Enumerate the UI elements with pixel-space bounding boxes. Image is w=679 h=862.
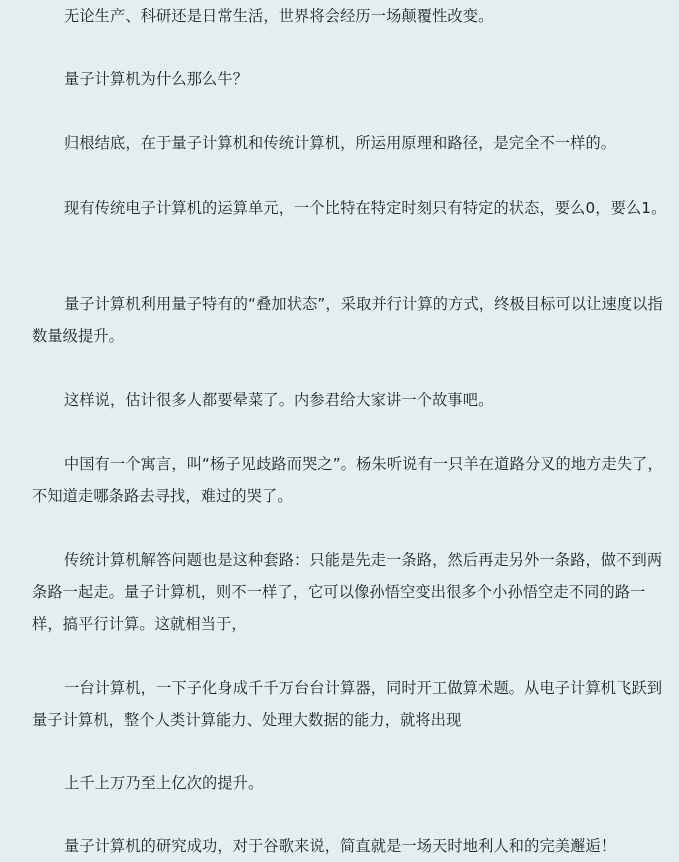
paragraph-3: 归根结底，在于量子计算机和传统计算机，所运用原理和路径，是完全不一样的。 (64, 134, 617, 152)
paragraph-5: 量子计算机利用量子特有的“叠加状态”，采取并行计算的方式，终极目标可以让速度以指数量级提升。 (32, 295, 663, 345)
paragraph-6: 这样说，估计很多人都要晕菜了。内参君给大家讲一个故事吧。 (64, 391, 494, 409)
paragraph-11: 量子计算机的研究成功，对于谷歌来说，简直就是一场天时地利人和的完美邂逅！ (64, 837, 617, 855)
paragraph-8: 传统计算机解答问题也是这种套路：只能是先走一条路，然后再走另外一条路，做不到两条路一起走。量子计算机，则不一样了，它可以像孙悟空变出很多个小孙悟空走不同的路一样，搞平行计算。这就相当于， (32, 551, 663, 633)
paragraph-1: 无论生产、科研还是日常生活，世界将会经历一场颠覆性改变。 (64, 7, 494, 25)
paragraph-9: 一台计算机，一下子化身成千千万台台计算器，同时开工做算术题。从电子计算机飞跃到量子计算机，整个人类计算能力、处理大数据的能力，就将出现 (32, 679, 663, 729)
paragraph-7: 中国有一个寓言，叫“杨子见歧路而哭之”。杨朱听说有一只羊在道路分叉的地方走失了，不知道走哪条路去寻找，难过的哭了。 (32, 455, 663, 505)
paragraph-10: 上千上万乃至上亿次的提升。 (64, 774, 264, 792)
paragraph-4: 现有传统电子计算机的运算单元，一个比特在特定时刻只有特定的状态，要么0，要么1。 (64, 199, 667, 217)
paragraph-2: 量子计算机为什么那么牛？ (64, 70, 249, 88)
